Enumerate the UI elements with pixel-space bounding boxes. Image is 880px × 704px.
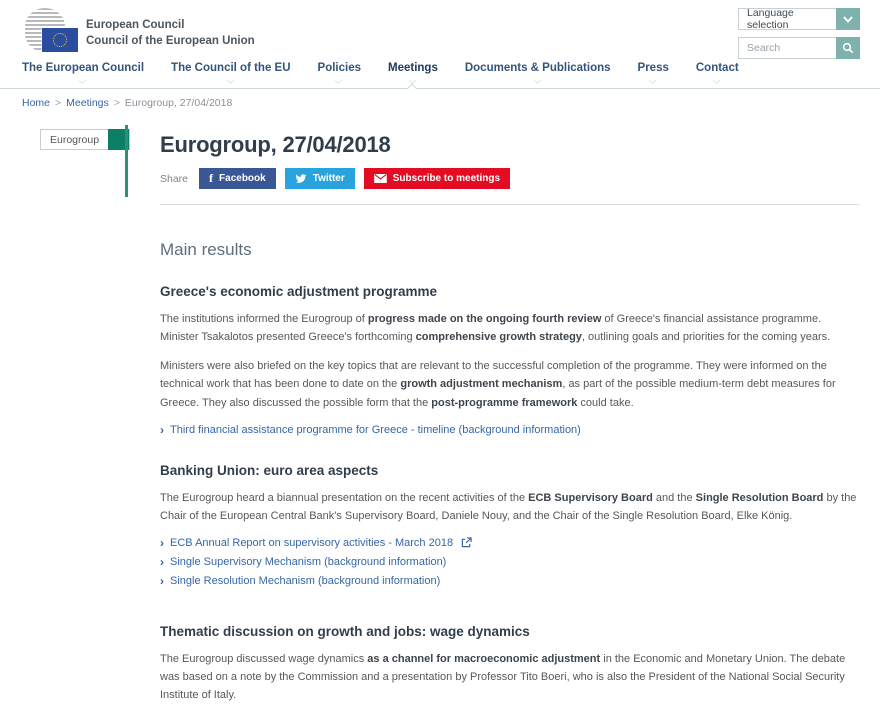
nav-item-the-council-of-the-eu[interactable] [171,58,290,88]
nav-item-documents-publications[interactable] [465,58,611,88]
brand-line-1: European Council [86,19,185,31]
related-link-label: Single Supervisory Mechanism (background information) [170,555,447,568]
related-link[interactable] [160,424,860,436]
envelope-icon [374,174,387,183]
content-rule [125,125,128,197]
link-arrow-icon: › [160,535,164,550]
related-link[interactable] [160,575,860,587]
site-header [0,0,880,56]
nav-item-the-european-council[interactable] [22,58,144,88]
facebook-share-button[interactable] [199,168,276,189]
content-section-greece-s-economic-adjustment-programme [160,284,860,436]
sidebar-tag-label: Eurogroup [50,133,100,146]
related-link-label: Single Resolution Mechanism (background information) [170,574,441,587]
eu-flag-icon [42,28,78,52]
paragraph: The institutions informed the Eurogroup of progress made on the ongoing fourth review of Greece's financial assistance programme. Minister Tsakalotos presented Greece's forthcoming comprehensive growth strategy, outlining goals and priorities for the coming years. [160,313,831,344]
chevron-down-icon [227,77,234,84]
sidebar-item-eurogroup[interactable] [40,129,130,150]
breadcrumb-link-meetings[interactable]: Meetings [66,97,109,109]
language-selector[interactable] [738,8,860,30]
link-arrow-icon: › [160,422,164,437]
nav-item-label: Meetings [388,62,438,74]
council-logo [25,6,95,54]
chevron-down-icon [79,77,86,84]
sidebar [0,119,128,704]
nav-item-label: The European Council [22,62,145,74]
link-arrow-icon: › [160,573,164,588]
subscribe-button[interactable] [364,168,510,189]
twitter-button-label: Twitter [312,173,345,184]
related-links [160,537,860,587]
nav-item-press[interactable] [638,58,669,88]
nav-item-label: Press [637,62,669,74]
nav-item-label: Documents & Publications [464,62,611,74]
twitter-share-button[interactable] [285,168,355,189]
breadcrumb [0,89,880,115]
related-link[interactable] [160,556,860,568]
main-content [160,119,860,704]
paragraph: The Eurogroup discussed wage dynamics as a channel for macroeconomic adjustment in the Economic and Monetary Union. The debate was based on a note by the Commission and a presentation by Professor Tito Boeri, who is also the President of the National Social Security Institute of Italy. [160,652,846,702]
chevron-down-icon [335,77,342,84]
content-section-banking-union-euro-area-aspects [160,463,860,587]
content-divider [160,204,860,205]
section-heading: Greece's economic adjustment programme [160,284,438,299]
breadcrumb-current: Eurogroup, 27/04/2018 [124,97,233,109]
language-selector-label[interactable]: Language selection [738,8,836,30]
nav-item-label: The Council of the EU [171,62,291,74]
chevron-down-icon [713,77,720,84]
related-link-label: Third financial assistance programme for Greece - timeline (background information) [170,423,581,436]
header-controls [738,8,860,59]
breadcrumb-link-home[interactable]: Home [22,97,51,109]
section-heading: Banking Union: euro area aspects [160,462,379,478]
brand-line-2: Council of the European Union [86,34,255,47]
paragraph: The Eurogroup heard a biannual presentation on the recent activities of the ECB Supervisory Board and the Single Resolution Board by the Chair of the European Central Bank's Supervisory Board, Daniele Nouy, and the Chair of the Single Resolution Board, Elke König. [160,491,857,522]
section-heading: Thematic discussion on growth and jobs: wage dynamics [160,623,530,639]
nav-item-policies[interactable] [318,58,361,88]
nav-item-label: Policies [317,62,361,74]
nav-item-meetings[interactable] [388,58,438,88]
eu-stars-icon [53,33,67,47]
share-row [160,168,860,189]
brand-text [86,18,255,49]
language-dropdown-button[interactable] [836,8,860,30]
link-arrow-icon: › [160,554,164,569]
share-label: Share [160,172,189,185]
facebook-button-label: Facebook [219,173,266,184]
external-link-icon [461,537,472,548]
nav-item-contact[interactable] [696,58,739,88]
main-results-title: Main results [160,240,252,259]
breadcrumb-separator: > [113,97,120,109]
primary-nav [0,56,880,89]
sections [160,284,860,704]
chevron-down-icon [534,77,541,84]
related-links [160,424,860,436]
chevron-down-icon [843,16,853,23]
page-title: Eurogroup, 27/04/2018 [160,132,391,157]
subscribe-button-label: Subscribe to meetings [392,173,501,184]
page-layout [0,119,880,704]
content-section-thematic-discussion-on-growth-and-jobs-w [160,624,860,704]
search-icon [842,42,854,54]
paragraph: Ministers were also briefed on the key topics that are relevant to the successful completion of the programme. They were informed on the technical work that has been done to date on the growth adjustment mechanism, as part of the possible medium-term debt measures for Greece. They also discussed the possible form that the post-programme framework could take. [160,360,836,409]
chevron-down-icon [649,77,656,84]
nav-item-label: Contact [695,62,739,74]
breadcrumb-separator: > [55,97,62,109]
facebook-icon: f [209,171,214,185]
related-link-label: ECB Annual Report on supervisory activities - March 2018 [170,536,454,549]
twitter-icon [295,174,307,184]
